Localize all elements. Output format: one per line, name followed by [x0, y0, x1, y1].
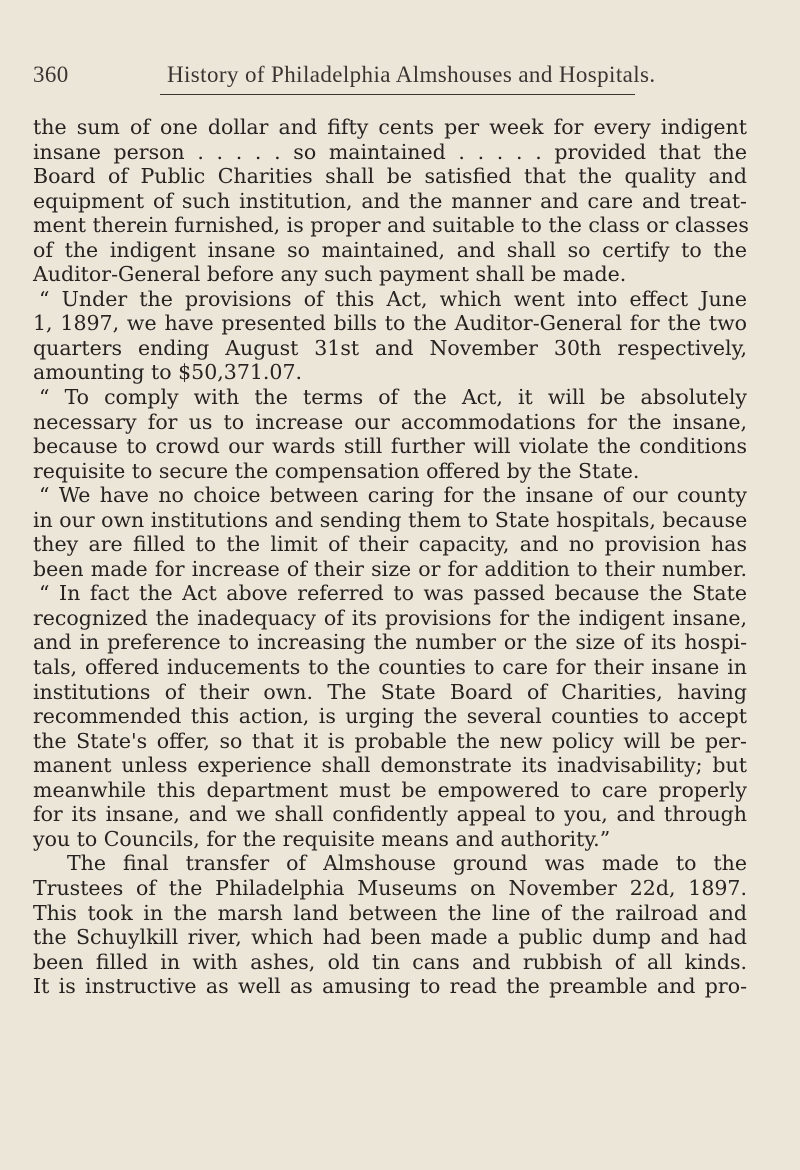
text-line: necessary for us to increase our accommodations for the insane, — [33, 409, 747, 434]
text-line: institutions of their own. The State Board of Charities, having — [33, 679, 747, 704]
text-line: ment therein furnished, is proper and suitable to the class or classes — [33, 213, 749, 238]
running-title: History of Philadelphia Almshouses and Hospitals. — [167, 62, 656, 87]
text-line: Auditor-General before any such payment shall be made. — [33, 262, 627, 287]
text-line: the Schuylkill river, which had been made a public dump and had — [33, 925, 747, 950]
text-line: you to Councils, for the requisite means and authority.” — [33, 826, 611, 851]
text-line: quarters ending August 31st and November 30th respectively, — [33, 335, 747, 360]
text-line: The final transfer of Almshouse ground was made to the — [67, 851, 747, 876]
text-line: and in preference to increasing the number or the size of its hospi- — [33, 630, 747, 655]
header-rule — [160, 94, 635, 95]
text-line: recognized the inadequacy of its provisions for the indigent insane, — [33, 605, 747, 630]
text-line: manent unless experience shall demonstrate its inadvisability; but — [33, 753, 747, 778]
text-line: they are filled to the limit of their capacity, and no provision has — [33, 532, 747, 557]
text-line: recommended this action, is urging the several counties to accept — [33, 704, 747, 729]
text-line: “ We have no choice between caring for the insane of our county — [39, 483, 747, 508]
text-line: for its insane, and we shall confidently appeal to you, and through — [33, 802, 747, 827]
text-line: This took in the marsh land between the line of the railroad and — [33, 900, 747, 925]
text-line: the State's offer, so that it is probable the new policy will be per- — [33, 728, 747, 753]
page-number: 360 — [33, 62, 69, 87]
text-line: the sum of one dollar and fifty cents per week for every indigent — [33, 115, 747, 139]
text-line: of the indigent insane so maintained, and shall so certify to the — [33, 237, 747, 262]
text-line: Trustees of the Philadelphia Museums on November 22d, 1897. — [33, 875, 747, 900]
body-text — [33, 115, 747, 999]
text-line: requisite to secure the compensation offered by the State. — [33, 458, 640, 483]
text-line: in our own institutions and sending them to State hospitals, because — [33, 507, 748, 532]
text-line: It is instructive as well as amusing to read the preamble and pro- — [33, 974, 747, 999]
text-line: Board of Public Charities shall be satisfied that the quality and — [33, 164, 747, 189]
text-line: been made for increase of their size or for addition to their number. — [33, 556, 747, 581]
text-line: been filled in with ashes, old tin cans and rubbish of all kinds. — [33, 949, 747, 974]
page-header — [33, 62, 743, 90]
text-line: “ Under the provisions of this Act, which went into effect June — [39, 286, 747, 311]
text-line: insane person . . . . . so maintained . . . . . provided that the — [33, 139, 747, 164]
text-line: meanwhile this department must be empowered to care properly — [33, 777, 747, 802]
text-line: tals, offered inducements to the counties to care for their insane in — [33, 655, 747, 680]
text-line: “ To comply with the terms of the Act, it will be absolutely — [39, 385, 747, 410]
text-line: equipment of such institution, and the manner and care and treat- — [33, 188, 747, 213]
text-line: amounting to $50,371.07. — [33, 360, 303, 385]
text-line: “ In fact the Act above referred to was passed because the State — [39, 581, 747, 606]
text-line: 1, 1897, we have presented bills to the Auditor-General for the two — [33, 311, 747, 336]
text-line: because to crowd our wards still further will violate the conditions — [33, 434, 747, 459]
